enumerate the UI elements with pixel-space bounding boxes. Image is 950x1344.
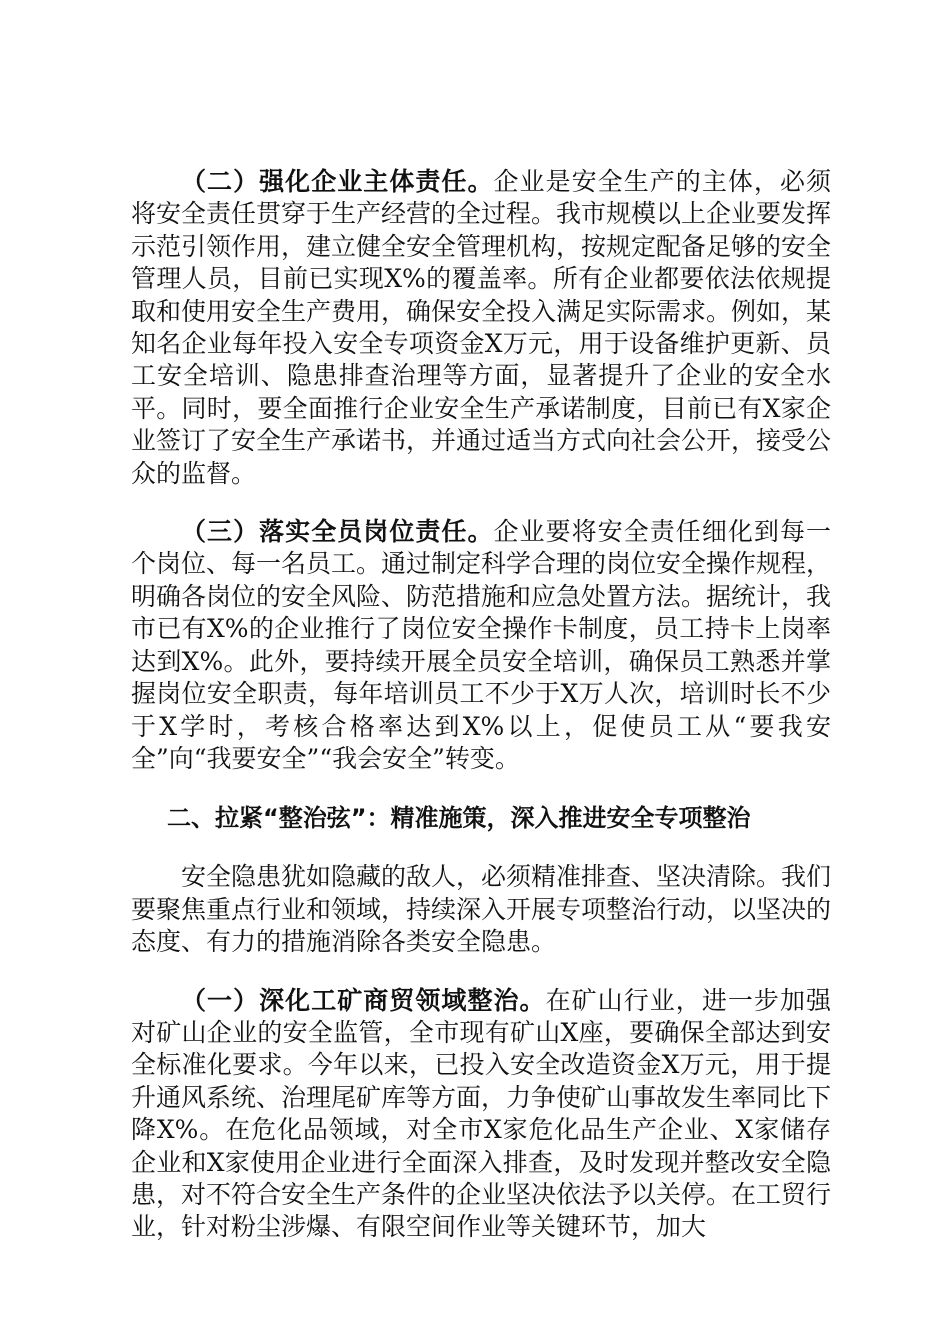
intro-paragraph: 安全隐患犹如隐藏的敌人，必须精准排查、坚决清除。我们要聚焦重点行业和领域，持续深入开展专项整治行动，以坚决的态度、有力的措施消除各类安全隐患。 bbox=[131, 862, 832, 957]
subsection-body-1: 在矿山行业，进一步加强对矿山企业的安全监管，全市现有矿山X座，要确保全部达到安全标准化要求。今年以来，已投入安全改造资金X万元，用于提升通风系统、治理尾矿库等方面，力争使矿山事故发生率同比下降X%。在危化品领域，对全市X家危化品生产企业、X家储存企业和X家使用企业进行全面深入排查，及时发现并整改安全隐患，对不符合安全生产条件的企业坚决依法予以关停。在工贸行业，针对粉尘涉爆、有限空间作业等关键环节，加大 bbox=[131, 985, 832, 1242]
section-paragraph-3 bbox=[131, 516, 831, 775]
chapter-heading: 二、拉紧“整治弦”：精准施策，深入推进安全专项整治 bbox=[167, 804, 751, 833]
section-body-2: 企业是安全生产的主体，必须将安全责任贯穿于生产经营的全过程。我市规模以上企业要发挥示范引领作用，建立健全安全管理机构，按规定配备足够的安全管理人员，目前已实现X%的覆盖率。所有企业都要依法依规提取和使用安全生产费用，确保安全投入满足实际需求。例如，某知名企业每年投入安全专项资金X万元，用于设备维护更新、员工安全培训、隐患排查治理等方面，显著提升了企业的安全水平。同时，要全面推行企业安全生产承诺制度，目前已有X家企业签订了安全生产承诺书，并通过适当方式向社会公开，接受公众的监督。 bbox=[131, 167, 832, 488]
section-paragraph-2 bbox=[131, 166, 831, 490]
document-page bbox=[131, 166, 831, 1244]
subsection-paragraph-1 bbox=[131, 985, 831, 1244]
section-title-3: （三）落实全员岗位责任。 bbox=[181, 517, 494, 547]
section-title-2: （二）强化企业主体责任。 bbox=[181, 167, 494, 196]
subsection-title-1: （一）深化工矿商贸领域整治。 bbox=[181, 985, 546, 1015]
section-body-3: 企业要将安全责任细化到每一个岗位、每一名员工。通过制定科学合理的岗位安全操作规程，明确各岗位的安全风险、防范措施和应急处置方法。据统计，我市已有X%的企业推行了岗位安全操作卡制度，员工持卡上岗率达到X%。此外，要持续开展全员安全培训，确保员工熟悉并掌握岗位安全职责，每年培训员工不少于X万人次，培训时长不少于X学时，考核合格率达到X%以上，促使员工从“要我安全”向“我要安全”“我会安全”转变。 bbox=[131, 517, 832, 773]
